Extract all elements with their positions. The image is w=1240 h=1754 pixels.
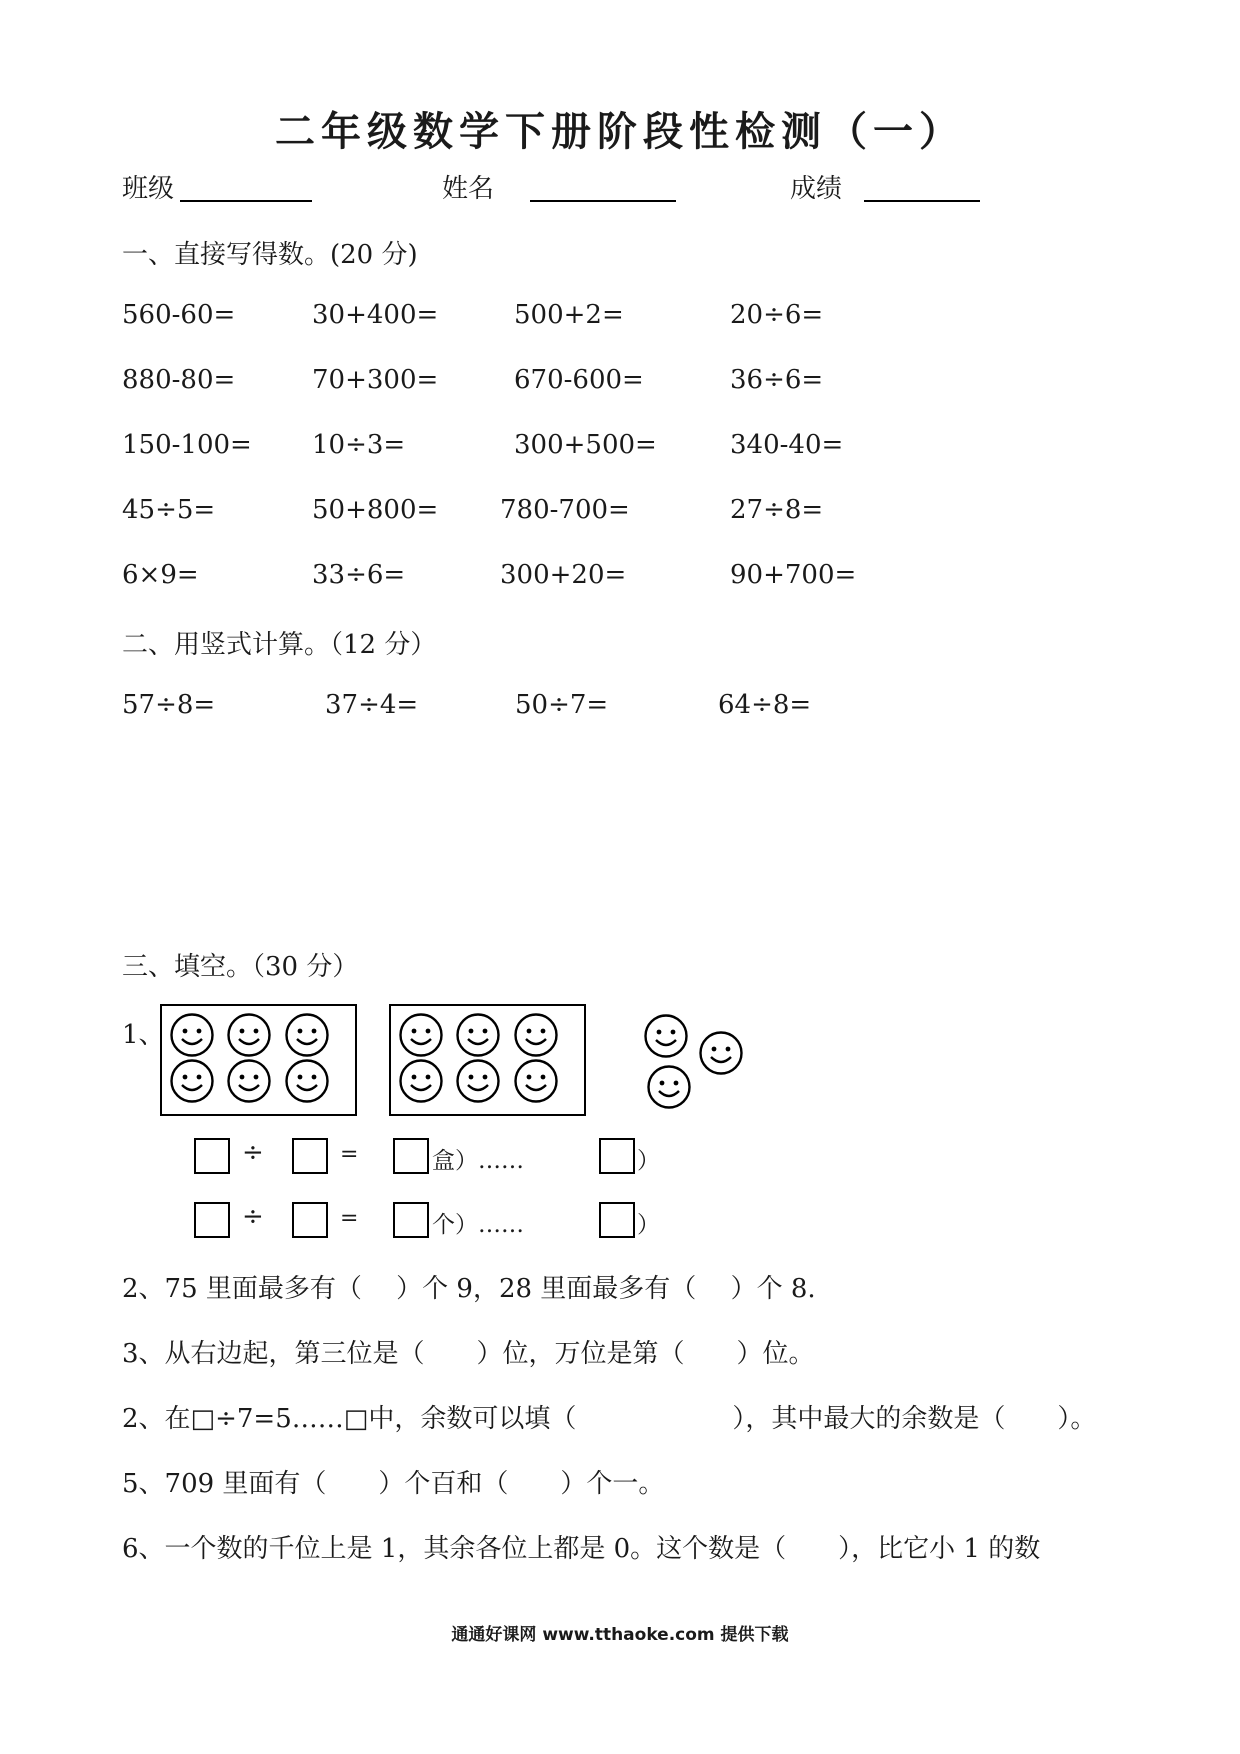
smiley-icon bbox=[169, 1012, 215, 1058]
unit-text: 盒）…… bbox=[432, 1148, 524, 1174]
close-paren: ） bbox=[637, 1212, 660, 1238]
answer-box[interactable] bbox=[599, 1202, 635, 1238]
answer-box[interactable] bbox=[393, 1138, 429, 1174]
smiley-icon bbox=[646, 1064, 692, 1110]
smiley-icon bbox=[398, 1012, 444, 1058]
close-paren: ） bbox=[637, 1148, 660, 1174]
calc-item: 150-100= bbox=[122, 430, 252, 460]
vertical-calc-item: 57÷8= bbox=[122, 690, 216, 720]
smiley-icon bbox=[698, 1030, 744, 1076]
smiley-icon bbox=[169, 1058, 215, 1104]
answer-box[interactable] bbox=[194, 1138, 230, 1174]
calc-item: 30+400= bbox=[312, 300, 439, 330]
answer-box[interactable] bbox=[292, 1202, 328, 1238]
section2-heading: 二、用竖式计算。（12 分） bbox=[122, 630, 437, 660]
calc-item: 6×9= bbox=[122, 560, 199, 590]
smiley-icon bbox=[226, 1058, 272, 1104]
answer-box[interactable] bbox=[292, 1138, 328, 1174]
vertical-calc-item: 37÷4= bbox=[325, 690, 419, 720]
calc-item: 560-60= bbox=[122, 300, 236, 330]
equals-sign: = bbox=[340, 1206, 359, 1231]
smiley-icon bbox=[455, 1058, 501, 1104]
answer-box[interactable] bbox=[194, 1202, 230, 1238]
calc-item: 20÷6= bbox=[730, 300, 824, 330]
calc-item: 27÷8= bbox=[730, 495, 824, 525]
class-field[interactable] bbox=[180, 200, 312, 202]
smiley-icon bbox=[284, 1058, 330, 1104]
calc-item: 70+300= bbox=[312, 365, 439, 395]
smiley-icon bbox=[226, 1012, 272, 1058]
fill-question: 5、709 里面有（ ）个百和（ ）个一。 bbox=[122, 1469, 665, 1499]
smiley-icon bbox=[643, 1013, 689, 1059]
calc-item: 36÷6= bbox=[730, 365, 824, 395]
calc-item: 500+2= bbox=[514, 300, 624, 330]
calc-item: 33÷6= bbox=[312, 560, 406, 590]
smiley-icon bbox=[398, 1058, 444, 1104]
fill-question: 6、一个数的千位上是 1，其余各位上都是 0。这个数是（ ），比它小 1 的数 bbox=[122, 1534, 1041, 1564]
calc-item: 780-700= bbox=[500, 495, 630, 525]
class-label: 班级 bbox=[122, 174, 175, 204]
divide-sign: ÷ bbox=[242, 1202, 264, 1232]
smiley-icon bbox=[455, 1012, 501, 1058]
divide-sign: ÷ bbox=[242, 1138, 264, 1168]
question-number: 1、 bbox=[122, 1020, 165, 1050]
section1-heading: 一、直接写得数。(20 分) bbox=[122, 240, 418, 270]
calc-item: 90+700= bbox=[730, 560, 857, 590]
vertical-calc-item: 64÷8= bbox=[718, 690, 812, 720]
footer-source: 通通好课网 www.tthaoke.com 提供下载 bbox=[451, 1625, 789, 1645]
fill-question: 2、在□÷7=5……□中，余数可以填（ ），其中最大的余数是（ ）。 bbox=[122, 1404, 1097, 1434]
name-field[interactable] bbox=[530, 200, 676, 202]
calc-item: 45÷5= bbox=[122, 495, 216, 525]
section3-heading: 三、填空。（30 分） bbox=[122, 952, 359, 982]
unit-text: 个）…… bbox=[432, 1212, 524, 1238]
calc-item: 300+20= bbox=[500, 560, 627, 590]
vertical-calc-item: 50÷7= bbox=[515, 690, 609, 720]
answer-box[interactable] bbox=[599, 1138, 635, 1174]
name-label: 姓名 bbox=[442, 174, 495, 204]
calc-item: 880-80= bbox=[122, 365, 236, 395]
calc-item: 340-40= bbox=[730, 430, 844, 460]
calc-item: 670-600= bbox=[514, 365, 644, 395]
score-field[interactable] bbox=[864, 200, 980, 202]
calc-item: 50+800= bbox=[312, 495, 439, 525]
calc-item: 300+500= bbox=[514, 430, 657, 460]
fill-question: 3、从右边起，第三位是（ ）位，万位是第（ ）位。 bbox=[122, 1339, 815, 1369]
smiley-icon bbox=[284, 1012, 330, 1058]
answer-box[interactable] bbox=[393, 1202, 429, 1238]
smiley-icon bbox=[513, 1058, 559, 1104]
calc-item: 10÷3= bbox=[312, 430, 406, 460]
smiley-icon bbox=[513, 1012, 559, 1058]
score-label: 成绩 bbox=[790, 174, 843, 204]
equals-sign: = bbox=[340, 1142, 359, 1167]
page-title: 二年级数学下册阶段性检测（一） bbox=[275, 109, 965, 155]
fill-question: 2、75 里面最多有（ ）个 9，28 里面最多有（ ）个 8. bbox=[122, 1274, 816, 1304]
